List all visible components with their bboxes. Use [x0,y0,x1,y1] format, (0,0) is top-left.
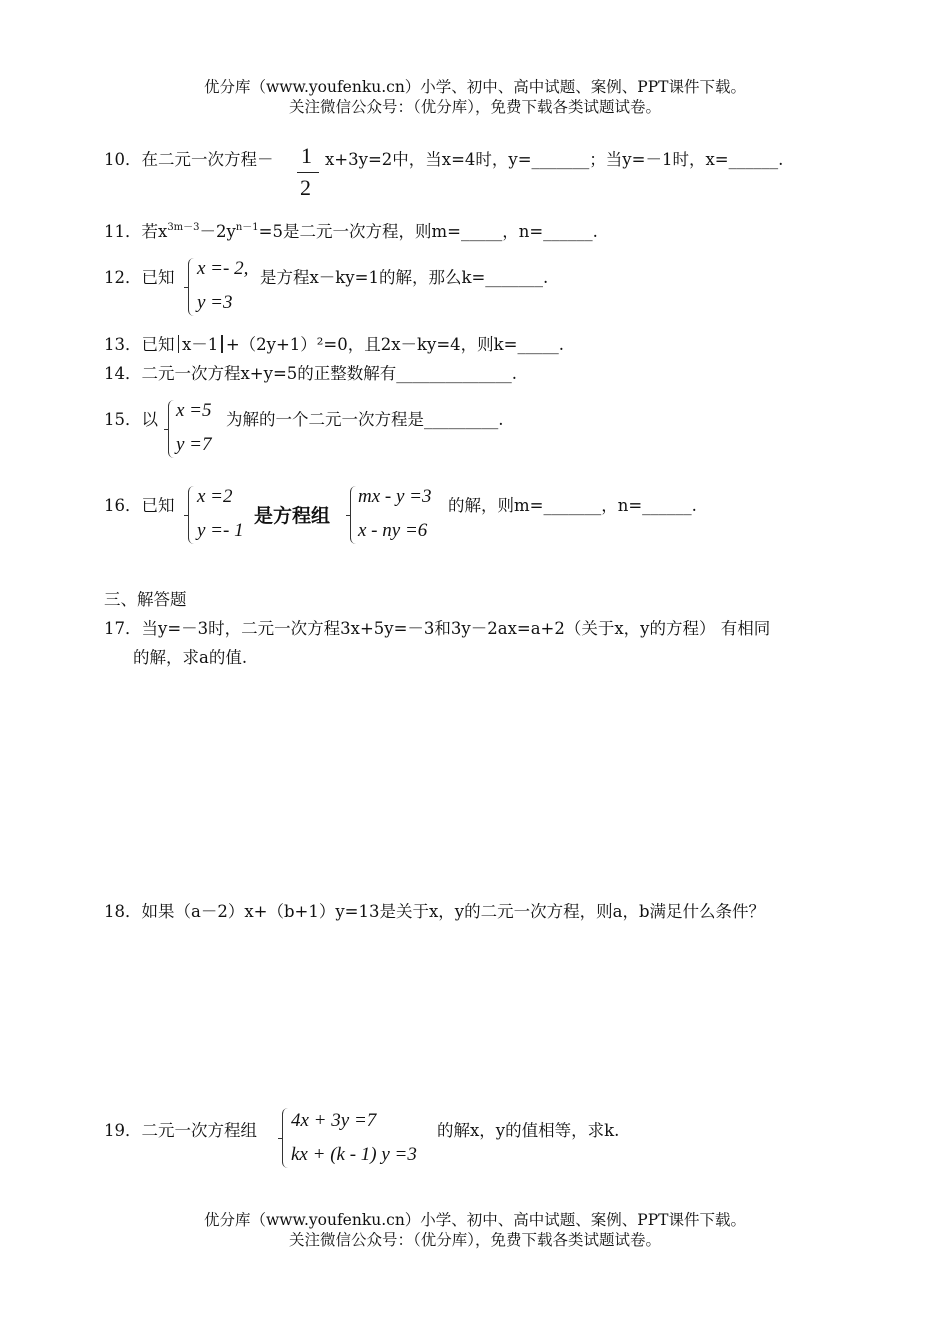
question-11 [104,222,598,242]
q12-eq2: y =3 [197,292,233,313]
footer-line-1: 优分库（www.youfenku.cn）小学、初中、高中试题、案例、PPT课件下载。 [203,1211,747,1229]
q19-suffix: 的解x，y的值相等，求k. [437,1121,620,1140]
q10-prefix: 10．在二元一次方程－ [104,150,274,169]
q13-suffix: +（2y+1）²=0，且2x－ky=4，则k=_____. [225,335,564,354]
q10-fraction-numerator: 1 [301,143,312,168]
header-line-1: 优分库（www.youfenku.cn）小学、初中、高中试题、案例、PPT课件下载。 [203,78,747,96]
q10-fraction-bar [297,172,319,173]
question-14: 14．二元一次方程x+y=5的正整数解有______________. [104,364,518,383]
header-line-2: 关注微信公众号：（优分库），免费下载各类试题试卷。 [288,98,661,116]
q19-eq2: kx + (k - 1) y =3 [291,1144,417,1165]
q15-prefix: 15．以 [104,410,158,429]
q16-suffix: 的解，则m=_______，n=______. [448,496,697,515]
question-17-line-1: 17．当y=－3时，二元一次方程3x+5y=－3和3y－2ax=a+2（关于x，y的方程） 有相同 [104,619,771,638]
q16-eq4: x - ny =6 [358,520,428,541]
q16-middle-text: 是方程组 [254,505,331,527]
q12-brace [188,258,197,316]
q10-suffix: x+3y=2中，当x=4时，y=_______；当y=－1时，x=______. [325,150,784,169]
q16-eq1: x =2 [197,486,233,507]
q11-part-b: －2y [199,222,236,241]
q10-fraction-denominator: 2 [300,175,311,200]
abs-bar-left [178,335,180,353]
question-18: 18．如果（a－2）x+（b+1）y=13是关于x，y的二元一次方程，则a，b满足什么条件？ [104,902,766,921]
q16-eq3: mx - y =3 [358,486,432,507]
q16-eq2: y =- 1 [197,520,244,541]
q11-exponent-1: 3m－3 [167,222,200,233]
q12-prefix: 12．已知 [104,268,175,287]
q11-exponent-2: n－1 [235,222,259,233]
abs-bar-right [221,335,223,353]
q19-prefix: 19．二元一次方程组 [104,1121,257,1140]
question-13 [104,335,564,355]
q15-suffix: 为解的一个二元一次方程是_________. [226,410,504,429]
question-17-line-2: 的解，求a的值. [133,648,248,667]
q13-prefix: 13．已知 [104,335,175,354]
q13-abs-content: x－1 [182,335,219,354]
section-3-title: 三、解答题 [104,590,187,609]
q15-eq2: y =7 [176,434,212,455]
q19-brace [282,1108,291,1168]
q16-brace-1 [188,486,197,544]
q11-part-c: =5是二元一次方程，则m=_____，n=______. [258,222,598,241]
q16-prefix: 16．已知 [104,496,175,515]
q19-eq1: 4x + 3y =7 [291,1110,377,1131]
q12-suffix: 是方程x－ky=1的解，那么k=_______. [260,268,549,287]
footer-line-2: 关注微信公众号：（优分库），免费下载各类试题试卷。 [288,1231,661,1249]
q11-part-a: 11．若x [104,222,168,241]
q12-eq1: x =- 2, [197,258,249,279]
q15-eq1: x =5 [176,400,212,421]
